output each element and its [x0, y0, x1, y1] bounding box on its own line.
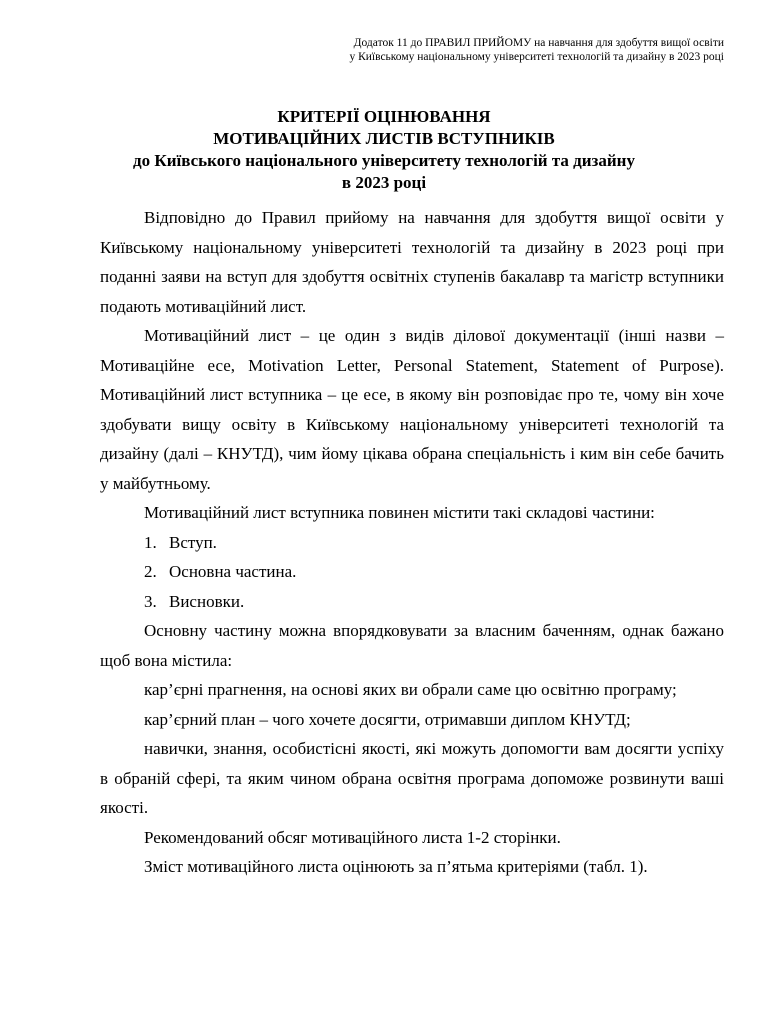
list-item-number: 1.	[144, 532, 157, 552]
paragraph-length: Рекомендований обсяг мотиваційного листа 1-2 сторінки.	[144, 827, 561, 847]
paragraph-career-aspirations: кар’єрні прагнення, на основі яких ви обрали саме цю освітню програму;	[144, 680, 677, 699]
paragraph-structure: Мотиваційний лист вступника повинен містити такі складові частини:	[144, 503, 655, 522]
paragraph-skills: навички, знання, особистісні якості, які можуть допомогти вам досягти успіху в обраній сфері, та яким чином обрана освітня програма допоможе розвинути ваші якості.	[100, 739, 724, 817]
paragraph-definition: Мотиваційний лист – це один з видів ділової документації (інші назви – Мотиваційне есе, Motivation Letter, Personal Statement, Statement of Purpose). Мотиваційний лист вступника – це есе, в якому він розповідає про те, чому він хоче здобувати вищу освіту в Київському національному університеті технологій та дизайну (далі – КНУТД), чим йому цікава обрана спеціальність і ким він себе бачить у майбутньому.	[100, 326, 724, 493]
title-line-1: КРИТЕРІЇ ОЦІНЮВАННЯ	[277, 107, 491, 126]
list-item-text: Вступ.	[169, 532, 217, 552]
list-item	[100, 528, 724, 558]
paragraph-main-part: Основну частину можна впорядковувати за власним баченням, однак бажано щоб вона містила:	[100, 621, 724, 670]
document-title	[0, 106, 768, 194]
header-note-line-2: у Київському національному університеті технологій та дизайну в 2023 році	[349, 51, 724, 63]
paragraph-intro: Відповідно до Правил прийому на навчання для здобуття вищої освіти у Київському національному університеті технологій та дизайну в 2023 році при поданні заяви на вступ для здобуття освітніх ступенів бакалавр та магістр вступники подають мотиваційний лист.	[100, 208, 724, 316]
list-item-text: Основна частина.	[169, 562, 297, 581]
header-note	[254, 36, 724, 64]
list-item-number: 2.	[144, 562, 157, 581]
list-item-number: 3.	[144, 591, 157, 611]
paragraph-career-plan: кар’єрний план – чого хочете досягти, отримавши диплом КНУТД;	[144, 709, 631, 729]
paragraph-criteria: Зміст мотиваційного листа оцінюють за п’ятьма критеріями (табл. 1).	[144, 857, 648, 876]
title-line-3: до Київського національного університету технологій та дизайну	[133, 151, 635, 170]
document-body	[100, 203, 724, 882]
list-item	[100, 557, 724, 587]
list-item	[100, 587, 724, 617]
title-line-2: МОТИВАЦІЙНИХ ЛИСТІВ ВСТУПНИКІВ	[213, 129, 555, 148]
header-note-line-1: Додаток 11 до ПРАВИЛ ПРИЙОМУ на навчання для здобуття вищої освіти	[353, 37, 724, 49]
title-line-4: в 2023 році	[341, 173, 427, 192]
list-item-text: Висновки.	[169, 591, 245, 611]
